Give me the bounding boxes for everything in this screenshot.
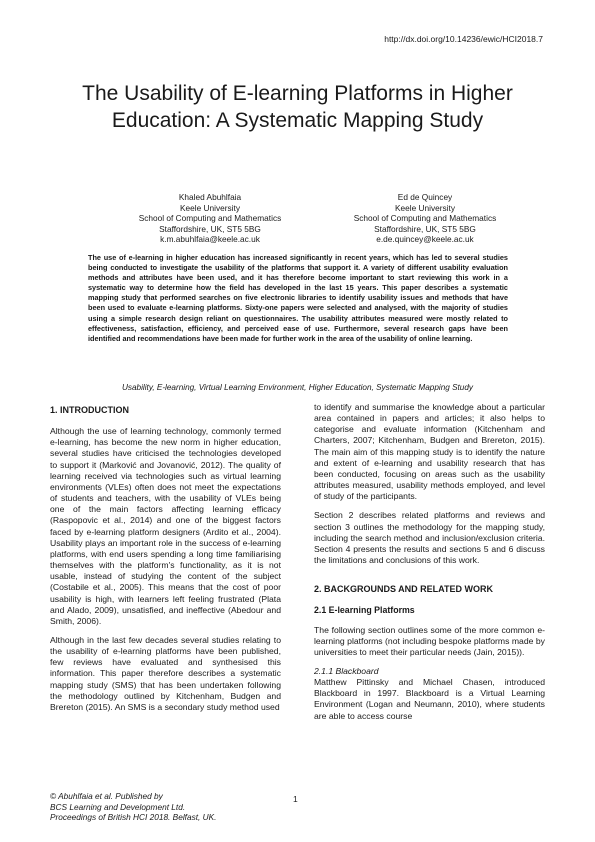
author-school: School of Computing and Mathematics bbox=[353, 213, 497, 224]
section-heading-background: 2. BACKGROUNDS AND RELATED WORK bbox=[314, 584, 493, 595]
author-email[interactable]: k.m.abuhlfaia@keele.ac.uk bbox=[160, 234, 260, 245]
abstract: The use of e-learning in higher education has increased significantly in recent years, which has led to several studies being conducted to investigate the usability of the platforms that support it. A variety of different usability evaluation methods and attributes have been used, and it has therefore become important to start reviewing this work in a systematic way to determine how the field has developed in the last 15 years. This paper describes a systematic mapping study that performed searches on five electronic libraries to identify usability issues and methods that have been used to evaluate e-learning platforms. Sixty-one papers were selected and analysed, with the majority of studies using a simple research design reliant on questionnaires. The usability attributes measured were mostly related to effectiveness, satisfaction, efficiency, and perceived ease of use. Furthermore, several research gaps have been identified and recommendations have been made for further work in the area of the usability of online learning. bbox=[88, 253, 508, 343]
paragraph: to identify and summarise the knowledge about a particular area contained in papers and articles; it also helps to categorise and evaluate information (Kitchenham and Charters, 2007; Kitchenham, Budgen and Brereton, 2015). The main aim of this mapping study is to identify the nature and extent of e-learning and usability research that has been conducted, focusing on areas such as the usability attributes measured, usability methods employed, and level of study of the participants. bbox=[314, 402, 545, 502]
author-email[interactable]: e.de.quincey@keele.ac.uk bbox=[376, 234, 474, 245]
paragraph: Matthew Pittinsky and Michael Chasen, introduced Blackboard in 1997. Blackboard is a Virtual Learning Environment (Logan and Neumann, 2010), where students are able to access course bbox=[314, 677, 545, 721]
author-university: Keele University bbox=[395, 202, 455, 213]
paragraph: Although the use of learning technology, commonly termed e-learning, has become the new norm in higher education, several studies have criticised the technologies developed to support it (Marković and Jovanović, 2012). The quality of learning received via technologies such as virtual learning environments (VLEs) often does not meet the expectations of students and teachers, with the usability of VLEs being one of the main factors affecting learning efficacy (Raspopovic et al., 2014) and one of the biggest factors faced by e-learning platform designers (Ardito et al., 2004). Usability plays an important role in the success of e-learning platforms, with end users spending a long time familiarising themselves with the platform's functionality, as it is not usable, instead of studying the content of the subject (Costabile et al., 2005). This means that the cost of poor usability is high, with learners left feeling frustrated (Plata and Alado, 2009), unsatisfied, and ineffective (Abedour and Smith, 2006). bbox=[50, 426, 281, 626]
paragraph: Although in the last few decades several studies relating to the usability of e-learning platforms have been published, few reviews have evaluated and synthesised this information. This paper therefore describes a systematic mapping study (SMS) that has been undertaken following the methodology outlined by Kitchenham, Budgen and Brereton (2015). An SMS is a secondary study method used bbox=[50, 634, 281, 712]
copyright-footer bbox=[50, 791, 216, 823]
author-address: Staffordshire, UK, ST5 5BG bbox=[374, 223, 476, 234]
subsection-heading-platforms: 2.1 E-learning Platforms bbox=[314, 605, 415, 616]
right-column bbox=[314, 402, 545, 730]
author-university: Keele University bbox=[180, 202, 240, 213]
page-number: 1 bbox=[293, 794, 298, 804]
footer-line: Proceedings of British HCI 2018. Belfast, UK. bbox=[50, 812, 217, 822]
keywords: Usability, E-learning, Virtual Learning Environment, Higher Education, Systematic Mapping Study bbox=[121, 383, 474, 392]
paragraph: Section 2 describes related platforms and reviews and section 3 outlines the methodology for the mapping study, including the search method and inclusion/exclusion criteria. Section 4 presents the results and sections 5 and 6 discuss the limitations and conclusions of this work. bbox=[314, 510, 545, 566]
author-block-2 bbox=[320, 192, 530, 245]
footer-line: © Abuhlfaia et al. Published by bbox=[50, 791, 163, 801]
section-heading-introduction: 1. INTRODUCTION bbox=[50, 405, 130, 415]
doi-link[interactable]: http://dx.doi.org/10.14236/ewic/HCI2018.7 bbox=[384, 34, 543, 44]
paragraph: The following section outlines some of the more common e-learning platforms (not including bespoke platforms made by universities to meet their particular needs (Jain, 2015)). bbox=[314, 624, 545, 657]
subsubsection-heading-blackboard: 2.1.1 Blackboard bbox=[314, 665, 379, 676]
paper-title: The Usability of E-learning Platforms in Higher Education: A Systematic Mapping Study bbox=[82, 82, 513, 132]
author-name: Ed de Quincey bbox=[397, 192, 453, 202]
author-school: School of Computing and Mathematics bbox=[138, 213, 282, 224]
footer-line: BCS Learning and Development Ltd. bbox=[50, 801, 186, 812]
author-name: Khaled Abuhlfaia bbox=[178, 192, 242, 202]
author-block-1 bbox=[105, 192, 315, 245]
left-column bbox=[50, 405, 281, 721]
author-address: Staffordshire, UK, ST5 5BG bbox=[159, 223, 261, 234]
